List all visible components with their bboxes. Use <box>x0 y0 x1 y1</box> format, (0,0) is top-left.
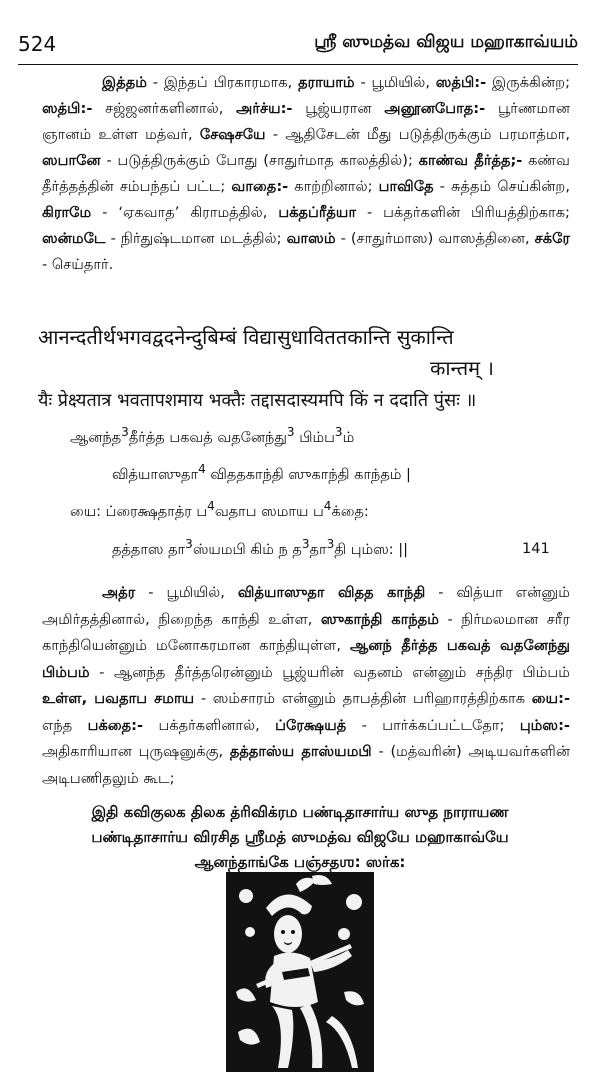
gloss: - சுத்தம் செய்கின்ற, <box>433 178 570 195</box>
gloss: - படுத்திருக்கும் போது (சாதுர்மாத காலத்தில்); <box>100 152 419 169</box>
translit-text: தா <box>309 541 327 558</box>
term: ஸுகாந்தி காந்தம் <box>320 610 439 628</box>
colophon-line-1: இதி கவிகுலக திலக த்ரிவிக்ரம பண்டிதாசார்ய ஸுத நாராயண <box>91 803 509 821</box>
gloss: கண்வ தீர்த்தத்தின் சம்பந்தப் பட்ட; <box>42 152 570 195</box>
term: வாதை:- <box>231 178 289 195</box>
term: வாஸம் <box>286 230 336 247</box>
term: உள்ள, பவதாப சமாய <box>42 690 195 707</box>
translit-text: ஸ்யமபி கிம் ந த <box>192 541 302 558</box>
diacritic-number: 3 <box>326 537 335 551</box>
gloss: - (சாதுர்மாஸ) வாஸத்தினை, <box>335 230 535 247</box>
gloss: அதிகாரியான புருஷனுக்கு, <box>42 743 230 760</box>
transliteration-line-3 <box>70 499 369 522</box>
term: சக்ரே <box>534 230 570 247</box>
gloss: இருக்கின்ற; <box>486 74 570 91</box>
term: கிராமே <box>42 204 92 221</box>
term: ஆனந் தீர்த்த பகவத் வதனேந்து பிம்பம் <box>42 637 570 681</box>
term: அர்ச்ய:- <box>236 100 293 117</box>
translit-text: யை: ப்ரைக்ஷதாத்ர ப <box>70 503 208 520</box>
diacritic-number: 3 <box>185 537 193 551</box>
gloss: - நிர்துஷ்டமான மடத்தில்; <box>105 230 287 247</box>
term: தராயாம் <box>298 74 355 91</box>
term: அனூனபோத:- <box>384 100 486 117</box>
gloss: காற்றினால்; <box>288 178 379 195</box>
term: பக்தை:- <box>87 716 144 734</box>
term: ஸன்மடே <box>42 230 106 247</box>
commentary-paragraph <box>42 580 570 792</box>
term: அத்ர <box>102 584 136 601</box>
sanskrit-verse-line-1: आनन्दतीर्थभगवद्वदनेन्दुबिम्बं विद्यासुधाविततकान्ति सुकान्ति <box>38 325 454 349</box>
colophon-line-2: பண்டிதாசார்ய விரசித ஸ்ரீமத் ஸுமத்வ விஜயே மஹாகாவ்யே <box>91 828 509 846</box>
term: சேஷசயே <box>199 126 266 143</box>
krishna-flute-illustration <box>226 872 374 1072</box>
gloss: - செய்தார். <box>42 256 114 273</box>
translit-text: க்தை: <box>331 503 369 520</box>
colophon-line-3: ஆனந்தாங்கே பஞ்சதஶ: ஸர்க: <box>194 853 406 871</box>
term: இத்தம் <box>102 74 147 91</box>
transliteration-line-2 <box>112 462 411 485</box>
sanskrit-verse-line-3: यैः प्रेक्ष्यतात्र भवतापशमाय भक्तैः तद्दासदास्यमपि किं न ददाति पुंसः ॥ <box>38 390 477 411</box>
gloss: சஜ்ஜனர்களினால், <box>92 100 237 117</box>
diacritic-number: 3 <box>286 425 295 439</box>
diacritic-number: 3 <box>334 425 343 439</box>
gloss: - வித்யா என்னும் அமிர்தத்தினால், நிறைந்த காந்தி உள்ள, <box>42 584 570 628</box>
commentary-paragraph <box>42 70 570 278</box>
term: ஸத்பி:- <box>435 74 487 91</box>
gloss: - ஸம்சாரம் என்னும் தாபத்தின் பரிஹாரத்திற்காக <box>194 690 532 707</box>
gloss: - ஆனந்த தீர்த்தரென்னும் பூஜ்யரின் வதனம் என்னும் சந்திர பிம்பம் <box>89 663 570 681</box>
translit-text: ம் <box>342 429 355 446</box>
term: காண்வ தீர்த்த;- <box>418 152 523 169</box>
transliteration-line-1 <box>70 425 354 448</box>
diacritic-number: 3 <box>301 537 310 551</box>
translit-text: பிம்ப <box>294 429 335 446</box>
page-header <box>18 30 578 65</box>
gloss: - இந்தப் பிரகாரமாக, <box>146 74 299 91</box>
term: பக்தப்ரீத்யா <box>278 204 357 221</box>
translit-text: தீர்த்த பகவத் வதனேந்து <box>128 429 287 446</box>
translit-text: விததகாந்தி ஸுகாந்தி காந்தம் | <box>205 466 411 483</box>
gloss: எந்த <box>42 716 88 734</box>
verse-number: 141 <box>522 541 550 557</box>
diacritic-number: 3 <box>121 425 129 439</box>
gloss: - ஆதிசேடன் மீது படுத்திருக்கும் பரமாத்மா, <box>265 126 571 143</box>
term: ஸபானே <box>42 152 101 169</box>
translit-text: வதாப ஸமாய ப <box>214 503 324 520</box>
gloss: - ‘ஏகவாத’ கிராமத்தில், <box>91 204 279 221</box>
gloss: - பார்க்கப்பட்டதோ; <box>346 716 520 734</box>
diacritic-number: 4 <box>198 462 206 476</box>
term: ஸத்பி:- <box>42 100 93 117</box>
term: ப்ரேக்ஷயத் <box>275 716 347 734</box>
gloss: பூஜ்யரான <box>292 100 385 117</box>
translit-text: தி பும்ஸ: || <box>334 541 409 558</box>
commentary-block-2 <box>42 580 570 792</box>
gloss: பக்தர்களினால், <box>143 716 276 734</box>
gloss: - பூமியில், <box>135 584 238 601</box>
diacritic-number: 4 <box>207 499 215 513</box>
translit-text: தத்தாஸ தா <box>112 541 186 558</box>
commentary-block-1 <box>42 70 570 278</box>
gloss: - (மத்வரின்) அடியவர்களின் அடிபணிதலும் கூட; <box>42 743 570 787</box>
term: வித்யாஸுதா விதத காந்தி <box>237 584 426 601</box>
gloss: - பக்தர்களின் பிரியத்திற்காக; <box>356 204 570 221</box>
translit-text: ஆனந்த <box>70 429 122 446</box>
chapter-colophon <box>30 800 570 875</box>
gloss: - பூமியில், <box>354 74 436 91</box>
term: பாவிதே <box>378 178 434 195</box>
running-title: ஸ்ரீ ஸுமத்வ விஜய மஹாகாவ்யம் <box>314 32 578 52</box>
gloss: - நிர்மலமான சரீர காந்தியென்னும் மனோகரமான காந்தியுள்ள, <box>42 610 570 654</box>
diacritic-number: 4 <box>323 499 332 513</box>
transliteration-line-4 <box>112 537 408 560</box>
term: தத்தாஸ்ய தாஸ்யமபி <box>229 743 372 760</box>
term: யை:- <box>531 690 571 707</box>
translit-text: வித்யாஸுதா <box>112 466 199 483</box>
term: பும்ஸ:- <box>519 716 570 734</box>
sanskrit-verse-line-2: कान्तम् । <box>430 356 494 380</box>
gloss: பூர்ணமான ஞானம் உள்ள மத்வர், <box>42 100 570 143</box>
page-number: 524 <box>18 32 57 56</box>
